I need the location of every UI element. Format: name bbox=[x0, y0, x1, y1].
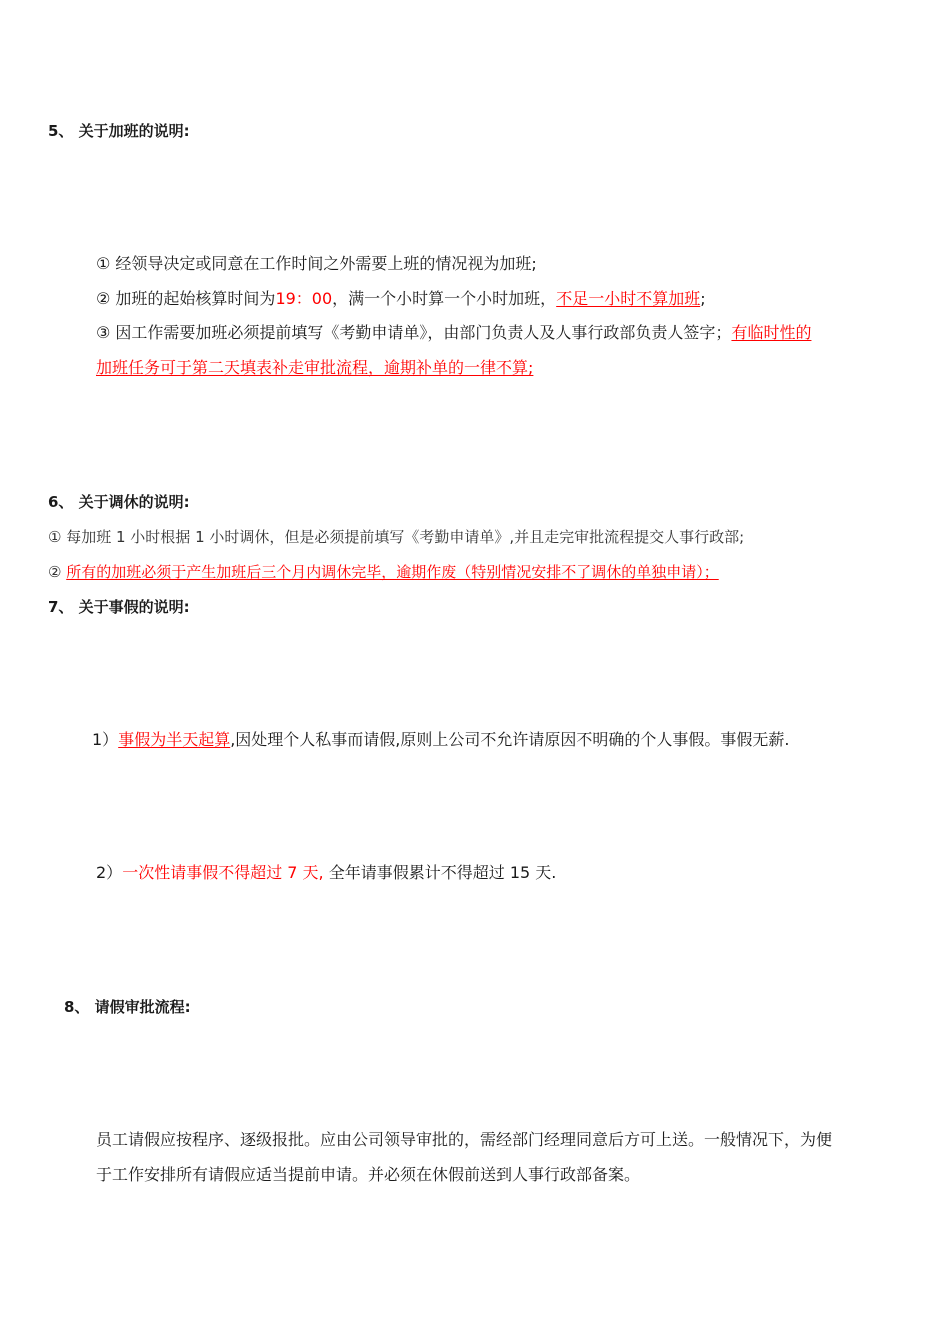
personal-leave-rule-2-prefix: 2） bbox=[96, 863, 123, 882]
overtime-start-time: 19：00 bbox=[275, 289, 333, 308]
section-7-heading: 7、 关于事假的说明: bbox=[48, 598, 190, 616]
personal-leave-rule-1-end: ,因处理个人私事而请假,原则上公司不允许请原因不明确的个人事假。事假无薪. bbox=[230, 730, 790, 749]
comp-leave-rule-2-prefix: ② bbox=[48, 563, 67, 581]
personal-leave-rule-1-highlight: 事假为半天起算 bbox=[118, 730, 231, 749]
overtime-rule-3-prefix: ③ 因工作需要加班必须提前填写《考勤申请单》，由部门负责人及人事行政部负责人签字； bbox=[96, 323, 732, 342]
overtime-rule-2-prefix: ② 加班的起始核算时间为 bbox=[96, 289, 276, 308]
overtime-rule-3-highlight-a: 有临时性的 bbox=[731, 323, 812, 342]
personal-leave-rule-2-end: 全年请事假累计不得超过 15 天. bbox=[323, 863, 557, 882]
personal-leave-rule-2 bbox=[96, 863, 556, 883]
leave-approval-line-2: 于工作安排所有请假应适当提前申请。并必须在休假前送到人事行政部备案。 bbox=[96, 1165, 641, 1184]
overtime-rule-2-highlight: 不足一小时不算加班 bbox=[556, 289, 701, 308]
overtime-rule-3-continued bbox=[96, 358, 533, 378]
section-5-heading: 5、 关于加班的说明: bbox=[48, 122, 190, 140]
overtime-rule-1: ① 经领导决定或同意在工作时间之外需要上班的情况视为加班; bbox=[96, 254, 537, 273]
overtime-rule-2-middle: ，满一个小时算一个小时加班， bbox=[332, 289, 557, 308]
personal-leave-rule-2-highlight: 一次性请事假不得超过 7 天, bbox=[122, 863, 324, 882]
personal-leave-rule-1 bbox=[92, 730, 789, 750]
comp-leave-rule-2-highlight: 所有的加班必须于产生加班后三个月内调休完毕，逾期作废（特别情况安排不了调休的单独申请）； bbox=[66, 563, 719, 581]
comp-leave-rule-2 bbox=[48, 562, 719, 582]
overtime-rule-2-end: ; bbox=[700, 289, 706, 308]
section-8-heading: 8、 请假审批流程: bbox=[64, 998, 191, 1016]
overtime-rule-3 bbox=[96, 323, 811, 343]
comp-leave-rule-1: ① 每加班 1 小时根据 1 小时调休，但是必须提前填写《考勤申请单》,并且走完审批流程提交人事行政部; bbox=[48, 528, 745, 546]
section-6-heading: 6、 关于调休的说明: bbox=[48, 493, 190, 511]
overtime-rule-3-highlight-b: 加班任务可于第二天填表补走审批流程，逾期补单的一律不算; bbox=[96, 358, 534, 377]
leave-approval-line-1: 员工请假应按程序、逐级报批。应由公司领导审批的，需经部门经理同意后方可上送。一般情况下，为便 bbox=[96, 1130, 833, 1149]
overtime-rule-2 bbox=[96, 289, 706, 309]
personal-leave-rule-1-prefix: 1） bbox=[92, 730, 119, 749]
